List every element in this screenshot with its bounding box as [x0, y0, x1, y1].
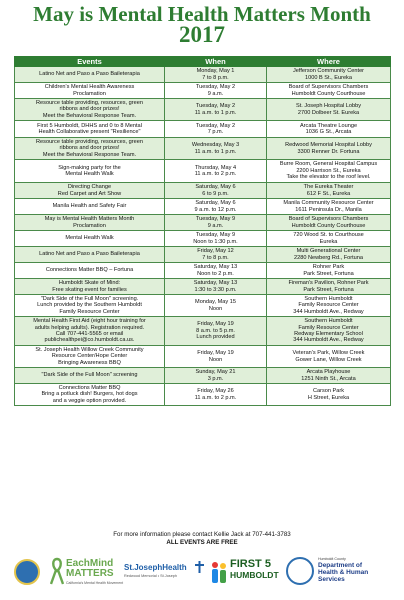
where-cell: Jefferson Community Center 1000 B St., Eureka	[267, 67, 391, 83]
table-row	[15, 346, 391, 368]
event-cell: Children's Mental Health Awareness Proclamation	[15, 83, 165, 99]
eachmind-tagline: California's Mental Health Movement	[66, 581, 124, 585]
where-cell: Southern Humboldt Family Resource Center Redway Elementary School 344 Humboldt Ave., Redway	[267, 317, 391, 346]
footer	[0, 531, 404, 547]
dhhs-logo	[286, 553, 394, 593]
dhhs-line-1: Department of	[318, 562, 363, 569]
when-cell: Tuesday, May 9 9 a.m.	[165, 215, 267, 231]
where-cell: Board of Supervisors Chambers Humboldt County Courthouse	[267, 215, 391, 231]
dhhs-line-3: Services	[318, 576, 345, 583]
where-cell: Arcata Theatre Lounge 1036 G St., Arcata	[267, 121, 391, 138]
title-line-2: 2017	[179, 22, 225, 47]
st-joseph-name: St.JosephHealth	[124, 563, 187, 572]
where-cell: 720 Wood St. to Courthouse Eureka	[267, 231, 391, 247]
table-row	[15, 160, 391, 183]
when-cell: Saturday, May 13 1:30 to 3:30 p.m.	[165, 279, 267, 295]
where-cell: Southern Humboldt Family Resource Center 344 Humboldt Ave., Redway	[267, 295, 391, 317]
dhhs-seal-icon	[286, 557, 314, 585]
event-cell: Mental Health Walk	[15, 231, 165, 247]
when-cell: Saturday, May 6 6 to 9 p.m.	[165, 183, 267, 199]
first5-text: FIRST 5	[230, 558, 271, 570]
matters-text: MATTERS	[66, 568, 114, 579]
where-cell: Board of Supervisors Chambers Humboldt County Courthouse	[267, 83, 391, 99]
sponsor-logos	[14, 553, 394, 593]
dhhs-line-2: Health & Human	[318, 569, 369, 576]
event-cell: Resource table providing, resources, green ribbons and door prizes! Meet the Behavioral Response Team.	[15, 138, 165, 160]
footer-free-note: ALL EVENTS ARE FREE	[166, 539, 238, 546]
where-cell: Redwood Memorial Hospital Lobby 3300 Renner Dr. Fortuna	[267, 138, 391, 160]
where-cell: Arcata Playhouse 1251 Ninth St., Arcata	[267, 368, 391, 384]
county-seal-logo	[14, 559, 40, 585]
event-cell: Humboldt Skate of Mind: Free skating event for families	[15, 279, 165, 295]
table-row	[15, 83, 391, 99]
st-joseph-health-logo	[124, 553, 202, 593]
event-cell: First 5 Humboldt, DHHS and 0 to 8 Mental Health Collaborative present "Resilience"	[15, 121, 165, 138]
when-cell: Wednesday, May 3 11 a.m. to 1 p.m.	[165, 138, 267, 160]
humboldt-text: HUMBOLDT	[230, 570, 279, 580]
when-cell: Friday, May 12 7 to 8 p.m.	[165, 247, 267, 263]
events-table-body	[15, 67, 391, 406]
event-cell: Connections Matter BBQ Bring a potluck dish! Burgers, hot dogs and a veggie option provided.	[15, 384, 165, 406]
table-row	[15, 317, 391, 346]
when-cell: Tuesday, May 2 11 a.m. to 1 p.m.	[165, 99, 267, 121]
table-row	[15, 138, 391, 160]
where-cell: Burre Room, General Hospital Campus 2200 Harrison St., Eureka Take the elevator to the roof level.	[267, 160, 391, 183]
where-cell: St. Joseph Hospital Lobby 2700 Dolbeer St. Eureka	[267, 99, 391, 121]
st-joseph-tagline: Redwood Memorial • St.Joseph	[124, 574, 178, 578]
when-cell: Saturday, May 6 9 a.m. to 12 p.m.	[165, 199, 267, 215]
when-cell: Friday, May 19 Noon	[165, 346, 267, 368]
event-cell: St. Joseph Health Willow Creek Community Resource Center/Hope Center Bringing Awareness BBQ	[15, 346, 165, 368]
event-cell: May is Mental Health Matters Month Proclamation	[15, 215, 165, 231]
table-row	[15, 199, 391, 215]
table-row	[15, 247, 391, 263]
table-row	[15, 368, 391, 384]
first5-humboldt-logo	[210, 553, 279, 593]
where-cell: Multi Generational Center 2280 Newberg Rd., Fortuna	[267, 247, 391, 263]
event-cell: Mental Health First Aid (eight hour training for adults helping adults). Registration required. Call 707-441-5565 or email publichealthpei@co.humboldt.ca.us.	[15, 317, 165, 346]
when-cell: Tuesday, May 2 9 a.m.	[165, 83, 267, 99]
when-cell: Monday, May 15 Noon	[165, 295, 267, 317]
eachmind-text: EachMind	[66, 558, 114, 569]
event-cell: Latino Net and Paso a Paso Baileterapia	[15, 67, 165, 83]
when-cell: Saturday, May 13 Noon to 2 p.m.	[165, 263, 267, 279]
events-table	[14, 56, 391, 406]
where-cell: Rohner Park Park Street, Fortuna	[267, 263, 391, 279]
table-row	[15, 215, 391, 231]
where-cell: Veteran's Park, Willow Creek Gower Lane, Willow Creek	[267, 346, 391, 368]
table-row	[15, 384, 391, 406]
table-row	[15, 183, 391, 199]
when-cell: Monday, May 1 7 to 8 p.m.	[165, 67, 267, 83]
when-cell: Thursday, May 4 11 a.m. to 2 p.m.	[165, 160, 267, 183]
page-title	[0, 4, 404, 45]
table-row	[15, 263, 391, 279]
event-cell: "Dark Side of the Full Moon" screening	[15, 368, 165, 384]
when-cell: Tuesday, May 2 7 p.m.	[165, 121, 267, 138]
table-row	[15, 279, 391, 295]
where-cell: Manila Community Resource Center 1611 Peninsula Dr., Manila	[267, 199, 391, 215]
event-cell: Directing Change Red Carpet and Art Show	[15, 183, 165, 199]
title-line-1: May is Mental Health Matters Month	[33, 2, 371, 26]
header-events: Events	[15, 57, 165, 67]
event-cell: Latino Net and Paso a Paso Baileterapia	[15, 247, 165, 263]
header-where: Where	[267, 57, 391, 67]
table-row	[15, 231, 391, 247]
event-cell: Resource table providing, resources, green ribbons and door prizes! Meet the Behavioral Response Team.	[15, 99, 165, 121]
table-row	[15, 121, 391, 138]
figures-icon	[210, 561, 228, 585]
when-cell: Friday, May 19 8 a.m. to 5 p.m. Lunch provided	[165, 317, 267, 346]
when-cell: Sunday, May 21 3 p.m.	[165, 368, 267, 384]
table-row	[15, 99, 391, 121]
event-cell: Manila Health and Safety Fair	[15, 199, 165, 215]
footer-contact: For more information please contact Kellie Jack at 707-441-3783	[113, 531, 291, 538]
where-cell: Carson Park H Street, Eureka	[267, 384, 391, 406]
event-cell: Connections Matter BBQ – Fortuna	[15, 263, 165, 279]
event-cell: Sign-making party for the Mental Health Walk	[15, 160, 165, 183]
eachmind-matters-logo	[50, 553, 124, 593]
green-ribbon-icon	[50, 557, 64, 585]
when-cell: Tuesday, May 9 Noon to 1:30 p.m.	[165, 231, 267, 247]
header-when: When	[165, 57, 267, 67]
event-cell: "Dark Side of the Full Moon" screening. Lunch provided by the Southern Humboldt Family Resource Center	[15, 295, 165, 317]
cross-icon	[195, 561, 204, 573]
where-cell: Fireman's Pavilion, Rohner Park Park Street, Fortuna	[267, 279, 391, 295]
table-header-row	[15, 57, 391, 67]
where-cell: The Eureka Theater 612 F St., Eureka	[267, 183, 391, 199]
dhhs-county-text: Humboldt County	[318, 557, 346, 561]
table-row	[15, 67, 391, 83]
table-row	[15, 295, 391, 317]
when-cell: Friday, May 26 11 a.m. to 2 p.m.	[165, 384, 267, 406]
